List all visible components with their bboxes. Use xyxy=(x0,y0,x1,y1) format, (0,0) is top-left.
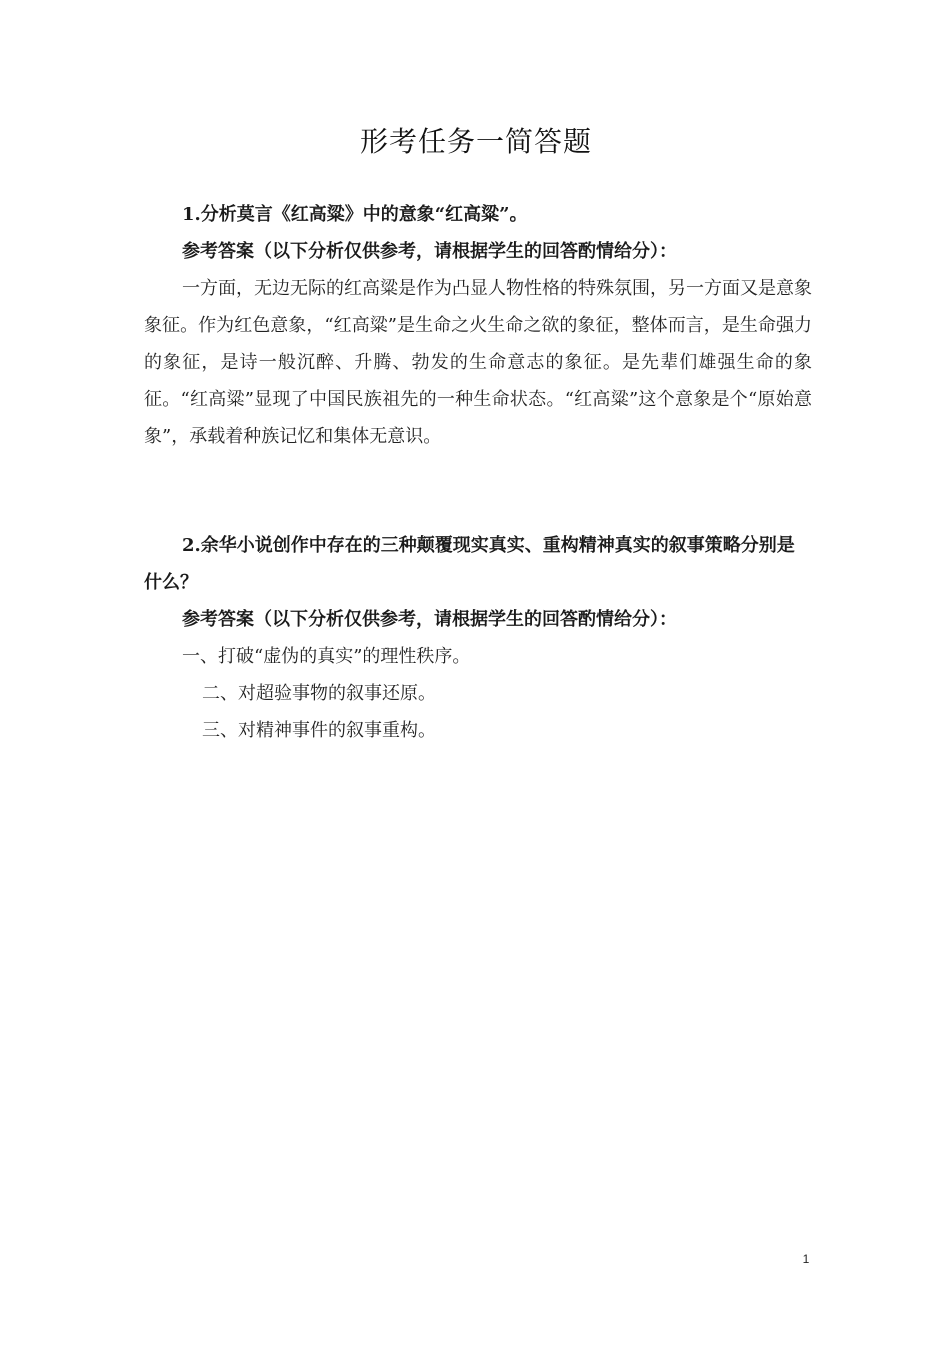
section-spacer xyxy=(144,455,812,527)
page-number: 1 xyxy=(802,1252,810,1266)
question-1-heading: 1.分析莫言《红高粱》中的意象“红高粱”。 xyxy=(182,204,528,225)
question-2-heading: 2.余华小说创作中存在的三种颠覆现实真实、重构精神真实的叙事策略分别是什么？ xyxy=(144,535,795,593)
question-1-reference-label: 参考答案（以下分析仅供参考，请根据学生的回答酌情给分）： xyxy=(182,241,677,262)
question-1-answer: 一方面，无边无际的红高粱是作为凸显人物性格的特殊氛围，另一方面又是意象象征。作为红色意象，“红高粱”是生命之火生命之欲的象征，整体而言，是生命强力的象征，是诗一般沉醉、升腾、勃发的生命意志的象征。是先辈们雄强生命的象征。“红高粱”显现了中国民族祖先的一种生命状态。“红高粱”这个意象是个“原始意象”，承载着种族记忆和集体无意识。 xyxy=(144,278,812,447)
question-2-reference-label: 参考答案（以下分析仅供参考，请根据学生的回答酌情给分）： xyxy=(182,609,677,630)
page-title: 形考任务一简答题 xyxy=(359,125,592,158)
question-2-point-2: 二、对超验事物的叙事还原。 xyxy=(202,683,436,704)
question-1 xyxy=(144,196,812,455)
document-body xyxy=(144,196,812,749)
question-2-point-1: 一、打破“虚伪的真实”的理性秩序。 xyxy=(182,646,471,667)
question-2-point-3: 三、对精神事件的叙事重构。 xyxy=(202,720,436,741)
question-2 xyxy=(144,527,812,749)
